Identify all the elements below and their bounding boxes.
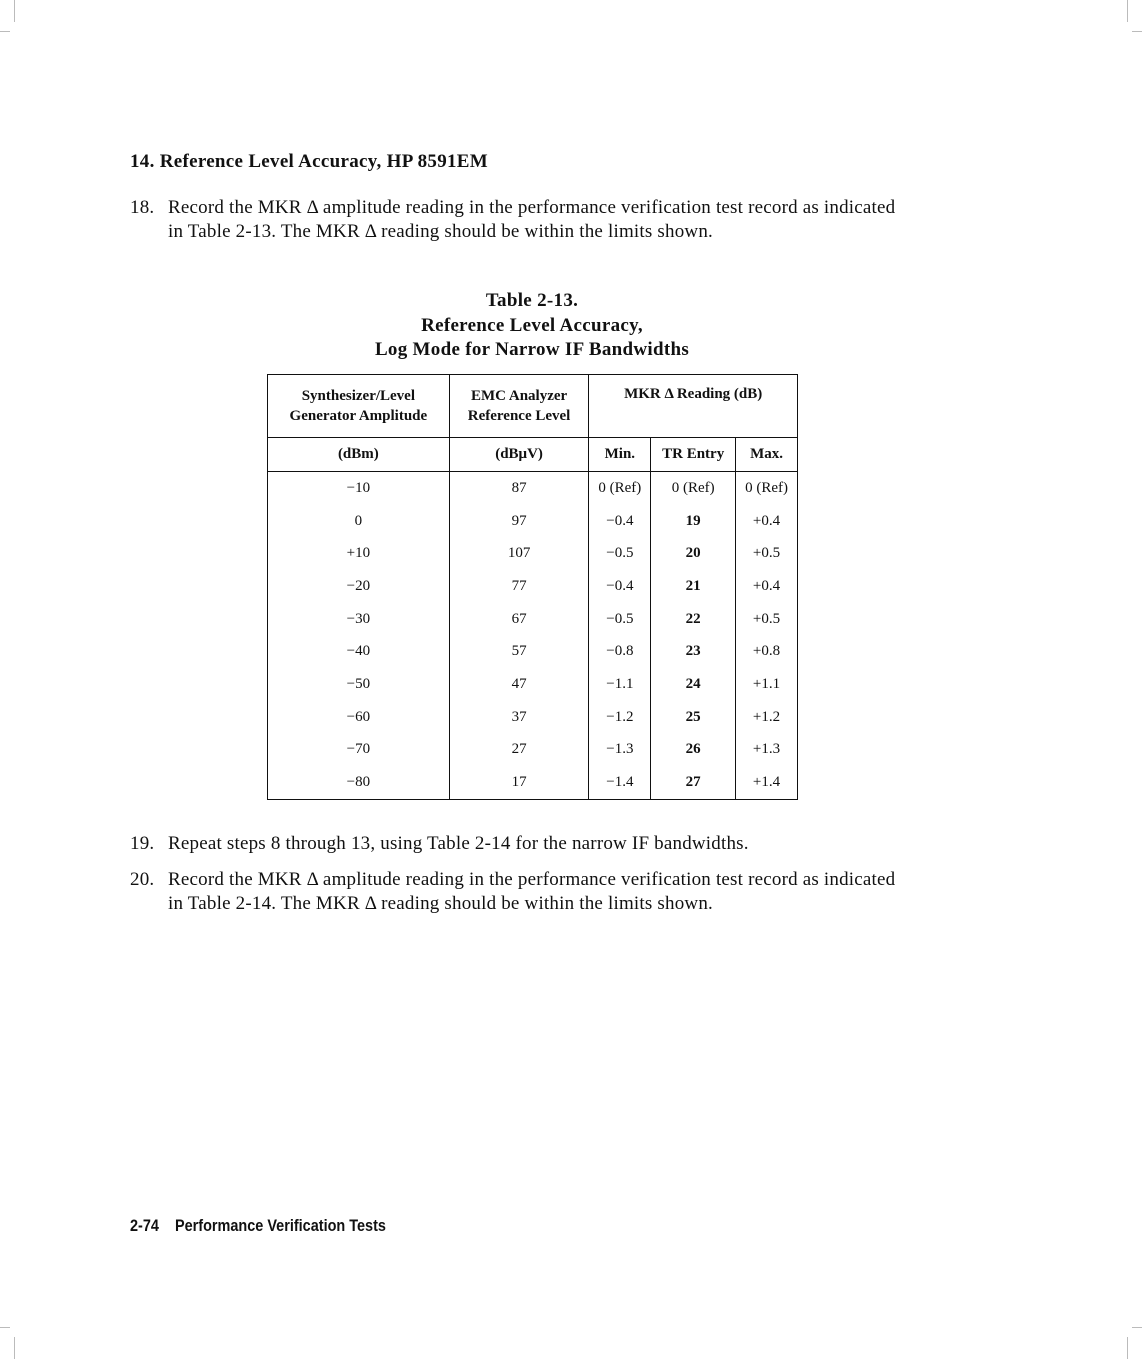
cell-reference-level: 47 (449, 668, 589, 701)
table-row (268, 668, 798, 701)
cell-generator-amplitude: +10 (268, 537, 450, 570)
step-text: Repeat steps 8 through 13, using Table 2-14 for the narrow IF bandwidths. (168, 833, 749, 854)
cell-tr-entry: 24 (651, 668, 736, 701)
cell-tr-entry: 26 (651, 734, 736, 767)
cell-tr-entry: 0 (Ref) (651, 472, 736, 505)
crop-mark (0, 1327, 10, 1328)
table-row (268, 766, 798, 799)
cell-max: +1.1 (736, 668, 798, 701)
cell-max: +0.4 (736, 505, 798, 538)
cell-generator-amplitude: −10 (268, 472, 450, 505)
cell-reference-level: 67 (449, 603, 589, 636)
cell-min: −0.8 (589, 635, 651, 668)
cell-min: 0 (Ref) (589, 472, 651, 505)
cell-max: +0.8 (736, 635, 798, 668)
cell-tr-entry: 27 (651, 766, 736, 799)
cell-reference-level: 97 (449, 505, 589, 538)
header-mkr-reading: MKR Δ Reading (dB) (589, 375, 798, 438)
cell-reference-level: 17 (449, 766, 589, 799)
crop-mark (1127, 1337, 1128, 1359)
table-title-number: Table 2-13. (485, 290, 579, 311)
crop-mark (1132, 1327, 1142, 1328)
table-row (268, 734, 798, 767)
cell-tr-entry: 20 (651, 537, 736, 570)
cell-max: 0 (Ref) (736, 472, 798, 505)
cell-min: −0.4 (589, 505, 651, 538)
header-reference-level: EMC Analyzer Reference Level (449, 375, 589, 438)
cell-reference-level: 37 (449, 701, 589, 734)
crop-mark (1132, 31, 1142, 32)
crop-mark (14, 0, 15, 22)
cell-max: +0.5 (736, 537, 798, 570)
cell-min: −0.5 (589, 537, 651, 570)
cell-reference-level: 77 (449, 570, 589, 603)
unit-dbm: (dBm) (268, 438, 450, 472)
cell-min: −1.1 (589, 668, 651, 701)
header-max: Max. (736, 438, 798, 472)
cell-tr-entry: 25 (651, 701, 736, 734)
cell-generator-amplitude: −20 (268, 570, 450, 603)
header-tr-entry: TR Entry (651, 438, 736, 472)
reference-level-table (267, 374, 798, 800)
step-text: Record the MKR Δ amplitude reading in the performance verification test record as indicated in Table 2-14. The MKR Δ reading should be within the limits shown. (168, 869, 896, 914)
page-footer: 2-74 Performance Verification Tests (130, 1216, 386, 1235)
table-row (268, 472, 798, 505)
section-heading: 14. Reference Level Accuracy, HP 8591EM (130, 151, 489, 172)
cell-max: +1.3 (736, 734, 798, 767)
cell-reference-level: 57 (449, 635, 589, 668)
cell-generator-amplitude: −30 (268, 603, 450, 636)
cell-reference-level: 107 (449, 537, 589, 570)
crop-mark (1127, 0, 1128, 22)
cell-min: −1.4 (589, 766, 651, 799)
cell-generator-amplitude: −80 (268, 766, 450, 799)
header-min: Min. (589, 438, 651, 472)
cell-generator-amplitude: −60 (268, 701, 450, 734)
step-text: Record the MKR Δ amplitude reading in the performance verification test record as indicated in Table 2-13. The MKR Δ reading should be within the limits shown. (168, 197, 896, 242)
cell-generator-amplitude: 0 (268, 505, 450, 538)
table-title-line2: Reference Level Accuracy, (421, 315, 643, 336)
cell-tr-entry: 22 (651, 603, 736, 636)
cell-max: +1.4 (736, 766, 798, 799)
cell-min: −1.3 (589, 734, 651, 767)
cell-generator-amplitude: −50 (268, 668, 450, 701)
cell-generator-amplitude: −40 (268, 635, 450, 668)
step-number: 19. (130, 833, 155, 854)
cell-min: −0.5 (589, 603, 651, 636)
unit-dbuv: (dBμV) (449, 438, 589, 472)
cell-tr-entry: 21 (651, 570, 736, 603)
table-row (268, 603, 798, 636)
crop-mark (14, 1337, 15, 1359)
cell-max: +1.2 (736, 701, 798, 734)
cell-min: −1.2 (589, 701, 651, 734)
cell-max: +0.5 (736, 603, 798, 636)
step-number: 20. (130, 869, 155, 890)
cell-max: +0.4 (736, 570, 798, 603)
cell-generator-amplitude: −70 (268, 734, 450, 767)
table-title-line3: Log Mode for Narrow IF Bandwidths (374, 339, 690, 360)
table-row (268, 701, 798, 734)
cell-tr-entry: 23 (651, 635, 736, 668)
cell-reference-level: 27 (449, 734, 589, 767)
cell-reference-level: 87 (449, 472, 589, 505)
table-row (268, 635, 798, 668)
header-generator-amplitude: Synthesizer/Level Generator Amplitude (268, 375, 450, 438)
step-number: 18. (130, 197, 155, 218)
table-row (268, 505, 798, 538)
table-row (268, 537, 798, 570)
cell-min: −0.4 (589, 570, 651, 603)
table-row (268, 570, 798, 603)
crop-mark (0, 31, 10, 32)
cell-tr-entry: 19 (651, 505, 736, 538)
